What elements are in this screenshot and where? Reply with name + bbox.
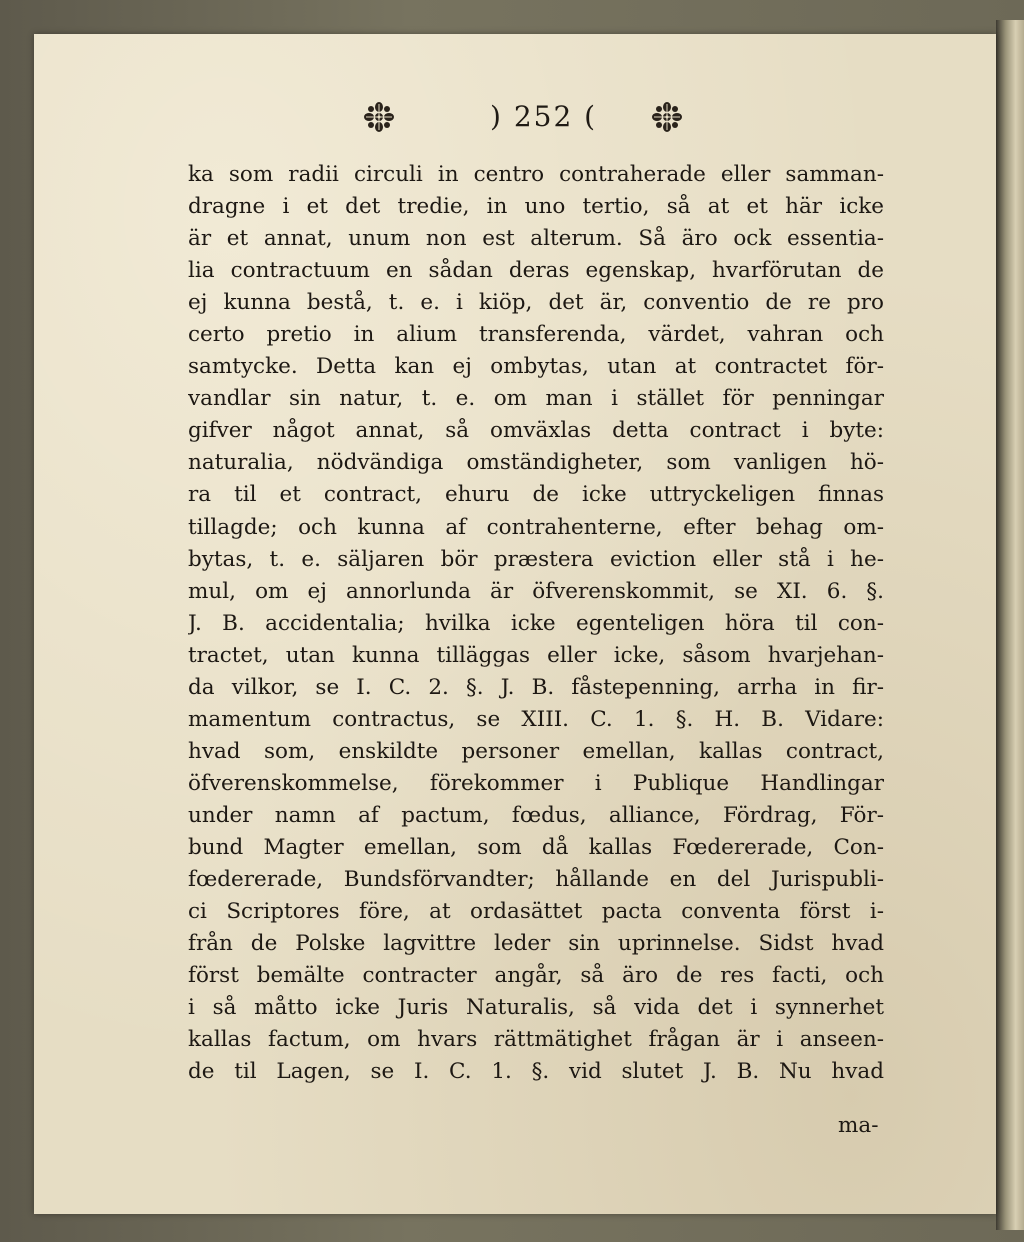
page-number: ) 252 ( (490, 100, 598, 133)
text-line: i så måtto icke Juris Naturalis, så vida det i synnerhet (188, 995, 884, 1021)
text-line: tractet, utan kunna tilläggas eller icke, såsom hvarjehan- (188, 642, 884, 668)
text-line: först bemälte contracter angår, så äro de res facti, och (188, 963, 884, 989)
text-line: tillagde; och kunna af contrahenterne, efter behag om- (188, 514, 884, 540)
text-line: hvad som, enskildte personer emellan, kallas contract, (188, 738, 884, 764)
text-line: mul, om ej annorlunda är öfverenskommit, se XI. 6. §. (188, 578, 884, 604)
text-line: certo pretio in alium transferenda, värdet, vahran och (188, 322, 884, 348)
text-line: ej kunna bestå, t. e. i kiöp, det är, conventio de re pro (188, 290, 884, 316)
fleuron-ornament-icon (652, 102, 682, 132)
text-line: bund Magter emellan, som då kallas Fœdererade, Con- (188, 834, 884, 860)
page-header (34, 100, 996, 140)
text-line: lia contractuum en sådan deras egenskap, hvarförutan de (188, 258, 884, 284)
text-line: bytas, t. e. säljaren bör præstera eviction eller stå i he- (188, 546, 884, 572)
text-line: dragne i et det tredie, in uno tertio, så at et här icke (188, 194, 884, 220)
catchword: ma- (838, 1113, 879, 1138)
text-line: kallas factum, om hvars rättmätighet frågan är i anseen- (188, 1027, 884, 1053)
fleuron-ornament-icon (364, 102, 394, 132)
text-line: under namn af pactum, fœdus, alliance, Fördrag, För- (188, 802, 884, 828)
text-line: öfverenskommelse, förekommer i Publique Handlingar (188, 770, 884, 796)
text-line: samtycke. Detta kan ej ombytas, utan at contractet för- (188, 354, 884, 380)
text-line: fœdererade, Bundsförvandter; hållande en del Jurispubli- (188, 867, 884, 893)
text-line: vandlar sin natur, t. e. om man i stället för penningar (188, 386, 884, 412)
text-line: är et annat, unum non est alterum. Så äro ock essentia- (188, 226, 884, 252)
text-line: ra til et contract, ehuru de icke uttryckeligen finnas (188, 482, 884, 508)
text-line: de til Lagen, se I. C. 1. §. vid slutet J. B. Nu hvad (188, 1059, 884, 1085)
text-line: ci Scriptores före, at ordasättet pacta conventa först i- (188, 899, 884, 925)
body-text (188, 159, 884, 1088)
text-line: från de Polske lagvittre leder sin uprinnelse. Sidst hvad (188, 931, 884, 957)
text-line: J. B. accidentalia; hvilka icke egenteligen höra til con- (188, 610, 884, 636)
text-line: mamentum contractus, se XIII. C. 1. §. H. B. Vidare: (188, 706, 884, 732)
book-spine (996, 20, 1024, 1230)
text-line: da vilkor, se I. C. 2. §. J. B. fåstepenning, arrha in fir- (188, 674, 884, 700)
text-line: gifver något annat, så omväxlas detta contract i byte: (188, 418, 884, 444)
text-line: ka som radii circuli in centro contraherade eller samman- (188, 162, 884, 187)
text-line: naturalia, nödvändiga omständigheter, som vanligen hö- (188, 450, 884, 476)
